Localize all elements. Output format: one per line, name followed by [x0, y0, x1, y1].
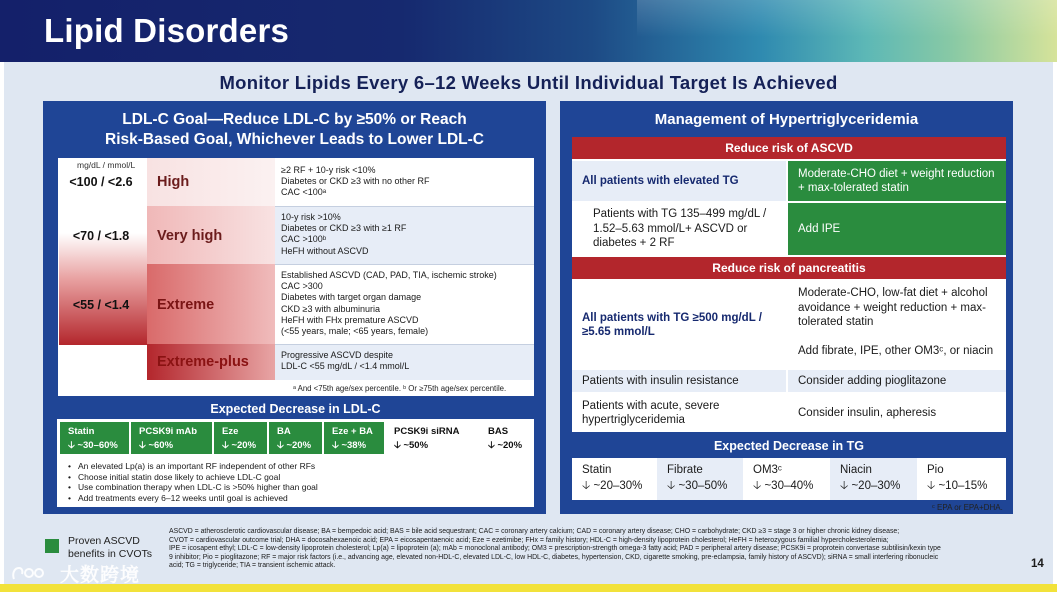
level-extreme-plus-desc: Progressive ASCVD despite LDL-C <55 mg/dL / <1.4 mmol/L — [281, 350, 410, 372]
level-extreme-plus-value: <40 / <1.0 — [72, 347, 130, 361]
drug-bas: BAS 🡣 ~20% — [488, 426, 523, 451]
slide-subtitle: Monitor Lipids Every 6–12 Weeks Until Individual Target Is Achieved — [219, 72, 838, 93]
ldl-bullets — [68, 461, 318, 503]
watermark-logo-icon — [10, 564, 56, 584]
panc-row2-left: Patients with insulin resistance — [572, 370, 786, 392]
drug-eze: Eze 🡣 ~20% — [214, 422, 267, 454]
level-extreme-value: <55 / <1.4 — [72, 298, 130, 312]
divider — [275, 206, 534, 207]
watermark: 大数跨境 — [10, 560, 140, 587]
drug-ba: BA 🡣 ~20% — [269, 422, 322, 454]
tg-pio: Pio 🡣 ~10–15% — [917, 458, 1006, 500]
panc-row1-right1: Moderate-CHO, low-fat diet + alcohol avoidance + weight reduction + max-tolerated statin — [788, 283, 1006, 333]
list-item: • Use combination therapy when LDL-C is >50% higher than goal — [68, 482, 318, 493]
ascvd-header: Reduce risk of ASCVD — [572, 137, 1006, 159]
level-extreme-desc: Established ASCVD (CAD, PAD, TIA, ischemic stroke) CAC >300 Diabetes with target organ damage CKD ≥3 with albuminuria HeFH with FHx premature ASCVD (<55 years, male; <65 years, female) — [281, 270, 497, 337]
legend-label: Proven ASCVD benefits in CVOTs — [68, 535, 153, 560]
ascvd-row2-right: Add IPE — [788, 203, 1006, 255]
level-extreme-plus-name: Extreme-plus — [157, 354, 249, 370]
drug-pcsk9i-sirna: PCSK9i siRNA 🡣 ~50% — [394, 426, 460, 451]
ldl-goal-title: LDL-C Goal—Reduce LDL-C by ≥50% or Reach Risk-Based Goal, Whichever Leads to Lower LDL-C — [105, 111, 484, 148]
level-extreme-name: Extreme — [157, 297, 215, 313]
ascvd-row1-right: Moderate-CHO diet + weight reduction + max-tolerated statin — [788, 161, 1006, 201]
legend-green-swatch — [45, 539, 59, 553]
panc-row1-right2: Add fibrate, IPE, other OM3ᶜ, or niacin — [788, 336, 1006, 367]
level-very-high-value: <70 / <1.8 — [72, 229, 130, 243]
tg-fibrate: Fibrate 🡣 ~30–50% — [657, 458, 743, 500]
list-item: • Choose initial statin dose likely to achieve LDL-C goal — [68, 472, 318, 483]
drug-eze-ba: Eze + BA 🡣 ~38% — [324, 422, 384, 454]
abbreviations: ASCVD = atherosclerotic cardiovascular disease; BA = bempedoic acid; BAS = bile acid sequestrant; CAC = coronary artery calcium; CAD = coronary artery disease; CHO = carbohydrate; CKD ≥3 = stage 3 or higher chronic kidney disease; CVOT = cardiovascular outcome trial; DHA = docosahexaenoic acid; EPA = eicosapentaenoic acid; Eze = ezetimibe; FHx = family history; HDL-C = high-density lipoprotein cholesterol; HeFH = heterozygous familial hypercholesterolemia; IPE = icosapent ethyl; LDL-C = low-density lipoprotein cholesterol; Lp(a) = lipoprotein (a); mAb = monoclonal antibody; OM3 = prescription-strength omega-3 fatty acid; PAD = peripheral artery disease; PCSK9i = proprotein convertase subtilisin/kexin type 9 inhibitor; Pio = pioglitazone; RF = major risk factors (i.e., advancing age, elevated non-HDL-C, elevated LDL-C, low HDL-C, diabetes, hypertension, CKD, cigarette smoking, pre-eclampsia, family history of ASCVD); siRNA = small interfering ribonucleic acid; TG = triglyceride; TIA = transient ischemic attack. — [169, 528, 941, 570]
tg-niacin: Niacin 🡣 ~20–30% — [830, 458, 917, 500]
divider — [275, 264, 534, 265]
drug-pcsk9i-mab: PCSK9i mAb 🡣 ~60% — [131, 422, 212, 454]
level-high-name: High — [157, 174, 190, 190]
ldl-footnote: ᵃ And <75th age/sex percentile. ᵇ Or ≥75th age/sex percentile. — [293, 384, 507, 393]
level-high-value: <100 / <2.6 — [69, 175, 133, 189]
panc-row3-left: Patients with acute, severe hypertriglyceridemia — [572, 394, 786, 432]
ascvd-row2-left: Patients with TG 135–499 mg/dL / 1.52–5.63 mmol/L+ ASCVD or diabetes + 2 RF — [572, 203, 786, 255]
level-very-high-desc: 10-y risk >10% Diabetes or CKD ≥3 with ≥1 RF CAC >100ᵇ HeFH without ASCVD — [281, 212, 407, 256]
expected-tg-title: Expected Decrease in TG — [572, 435, 1006, 457]
slide-title: Lipid Disorders — [44, 12, 290, 49]
tg-statin: Statin 🡣 ~20–30% — [572, 458, 657, 500]
tg-om3: OM3ᶜ 🡣 ~30–40% — [743, 458, 830, 500]
list-item: • Add treatments every 6–12 weeks until goal is achieved — [68, 493, 318, 504]
pancreatitis-header: Reduce risk of pancreatitis — [572, 257, 1006, 279]
expected-ldl-title: Expected Decrease in LDL-C — [57, 399, 534, 419]
panc-row3-right: Consider insulin, apheresis — [788, 394, 1006, 432]
panc-row2-right: Consider adding pioglitazone — [788, 370, 1006, 392]
panc-row1-left: All patients with TG ≥500 mg/dL / ≥5.65 mmol/L — [572, 281, 786, 369]
tg-footnote: ᶜ EPA or EPA+DHA. — [932, 503, 1003, 512]
bottom-accent-strip — [0, 584, 1057, 592]
units-label: mg/dL / mmol/L — [77, 160, 136, 170]
hypertriglyceridemia-title: Management of Hypertriglyceridemia — [654, 111, 919, 128]
page-number: 14 — [1031, 558, 1044, 570]
drug-statin: Statin 🡣 ~30–60% — [60, 422, 129, 454]
ascvd-row1-left: All patients with elevated TG — [572, 161, 786, 201]
level-very-high-name: Very high — [157, 228, 223, 244]
divider — [275, 344, 534, 345]
level-high-desc: ≥2 RF + 10-y risk <10% Diabetes or CKD ≥3 with no other RF CAC <100ᵃ — [281, 165, 430, 198]
list-item: • An elevated Lp(a) is an important RF independent of other RFs — [68, 461, 318, 472]
